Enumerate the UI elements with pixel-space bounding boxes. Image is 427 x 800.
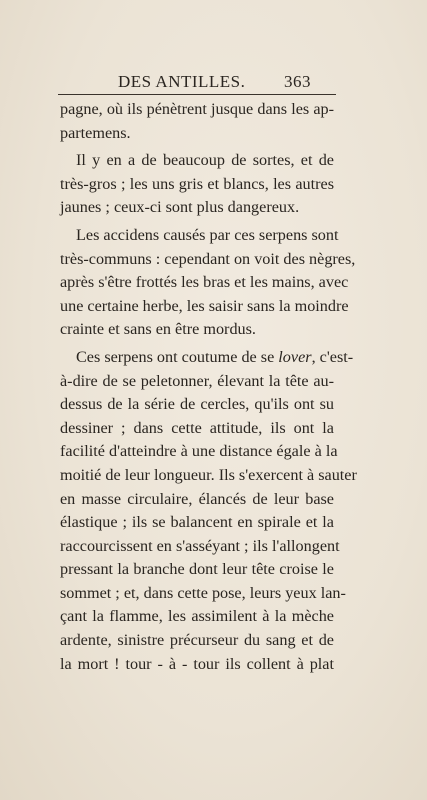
text-line: la mort ! tour - à - tour ils collent à plat bbox=[60, 654, 334, 673]
header-rule bbox=[58, 94, 336, 95]
text-line: partemens. bbox=[60, 123, 131, 142]
text-line: Ces serpens ont coutume de se lover, c'est- bbox=[76, 347, 354, 366]
page-header bbox=[0, 72, 427, 96]
text-line: une certaine herbe, les saisir sans la moindre bbox=[60, 296, 349, 315]
text-line: Il y en a de beaucoup de sortes, et de bbox=[76, 151, 334, 170]
paragraph-1 bbox=[60, 98, 334, 145]
text-line: dessus de la série de cercles, qu'ils ont su bbox=[60, 395, 334, 414]
text-line: sommet ; et, dans cette pose, leurs yeux lan- bbox=[60, 583, 346, 602]
text-line: en masse circulaire, élancés de leur base bbox=[60, 489, 334, 508]
running-title: DES ANTILLES. bbox=[118, 72, 246, 91]
text-line: Les accidens causés par ces serpens sont bbox=[76, 225, 339, 244]
text-line: moitié de leur longueur. Ils s'exercent à sauter bbox=[60, 465, 357, 484]
text-line: raccourcissent en s'asséyant ; ils l'allongent bbox=[60, 536, 340, 555]
text-line: dessiner ; dans cette attitude, ils ont la bbox=[60, 418, 334, 437]
page-body bbox=[60, 98, 357, 676]
text-line: après s'être frottés les bras et les mains, avec bbox=[60, 273, 349, 292]
paragraph-2 bbox=[60, 149, 334, 220]
text-line: élastique ; ils se balancent en spirale et la bbox=[60, 513, 334, 532]
text-line: facilité d'atteindre à une distance égale à la bbox=[60, 442, 338, 461]
text-line: crainte et sans en être mordus. bbox=[60, 320, 256, 339]
italic-word: lover bbox=[278, 347, 312, 366]
text-line: à-dire de se peletonner, élevant la tête au- bbox=[60, 371, 334, 390]
text-line: très-communs : cependant on voit des nègres, bbox=[60, 249, 356, 268]
paragraph-4 bbox=[60, 346, 357, 676]
text-line: très-gros ; les uns gris et blancs, les autres bbox=[60, 174, 334, 193]
page-number: 363 bbox=[284, 72, 311, 91]
text-line: pressant la branche dont leur tête croise le bbox=[60, 560, 334, 579]
text-line: pagne, où ils pénètrent jusque dans les ap- bbox=[60, 100, 334, 118]
paragraph-3 bbox=[60, 224, 356, 342]
text-line: ardente, sinistre précurseur du sang et de bbox=[60, 631, 334, 650]
text-line: çant la flamme, les assimilent à la mèche bbox=[60, 607, 334, 626]
text-line: jaunes ; ceux-ci sont plus dangereux. bbox=[60, 198, 300, 217]
